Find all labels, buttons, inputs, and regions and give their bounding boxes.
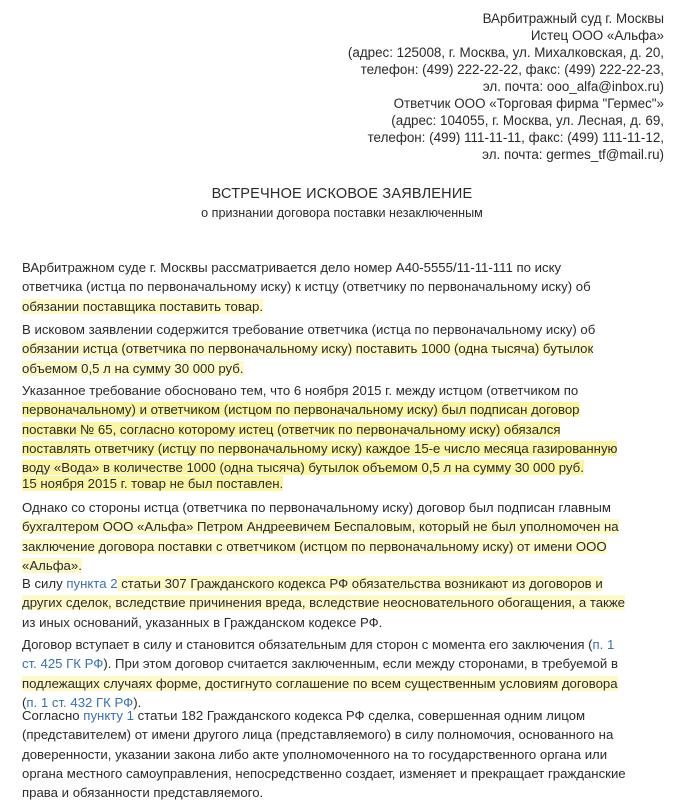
text-line: поставлять ответчику (истцу по первоначальному иску) каждое 15-е число месяца газированную xyxy=(22,440,618,456)
paragraph-not-delivered xyxy=(22,474,664,493)
document-subtitle: о признании договора поставки незаключенным xyxy=(201,206,483,220)
text-line: подлежащих случаях форме, достигнуто соглашение по всем существенным условиям договора xyxy=(22,675,618,691)
text-line: обязании поставщика поставить товар. xyxy=(22,298,264,314)
text-line: из иных оснований, указанных в Гражданском кодексе РФ. xyxy=(22,614,383,630)
text-line: поставки № 65, согласно которому истец (ответчик по первоначальному иску) обязался xyxy=(22,421,561,437)
paragraph-signatory xyxy=(22,498,664,575)
text-line: В силу пункта 2 статьи 307 Гражданского кодекса РФ обязательства возникают из договоров и xyxy=(22,576,603,591)
text-line: первоначальному) и ответчиком (истцом по первоначальному иску) был подписан договор xyxy=(22,402,580,418)
paragraph-case-info xyxy=(22,258,664,316)
text-line: ст. 425 ГК РФ). При этом договор считается заключенным, если между сторонами, в требуемой в xyxy=(22,656,618,672)
header-court: ВАрбитражный суд г. Москвы xyxy=(482,11,664,26)
law-link[interactable]: п. 1 xyxy=(592,637,615,652)
text-line: Указанное требование обосновано тем, что 6 ноября 2015 г. между истцом (ответчиком по xyxy=(22,383,579,398)
paragraph-contract-force xyxy=(22,635,664,712)
text-line: ВАрбитражном суде г. Москвы рассматривается дело номер А40-5555/11-11-111 по иску xyxy=(22,260,562,275)
law-link[interactable]: пункта 2 xyxy=(66,576,118,591)
paragraph-grounds xyxy=(22,381,664,477)
document-title: ВСТРЕЧНОЕ ИСКОВОЕ ЗАЯВЛЕНИЕ xyxy=(211,186,473,202)
header-defendant: Ответчик ООО «Торговая фирма "Гермес"» xyxy=(393,96,664,111)
text-line: «Альфа». xyxy=(22,557,82,573)
text-line: В исковом заявлении содержится требование ответчика (истца по первоначальному иску) об xyxy=(22,322,596,337)
paragraph-claim xyxy=(22,320,664,378)
text-line: 15 ноября 2015 г. товар не был поставлен. xyxy=(22,476,284,491)
header-defendant-phone: телефон: (499) 111-11-11, факс: (499) 111-11-12, xyxy=(367,130,664,145)
law-link[interactable]: ст. 425 ГК РФ xyxy=(22,656,104,672)
text-line: (представителем) от имени другого лица (представляемого) в силу полномочия, основанного на xyxy=(22,727,614,743)
text-line: органа местного самоуправления, непосредственно создает, изменяет и прекращает гражданские xyxy=(22,765,626,781)
text-line: Однако со стороны истца (ответчика по первоначальному иску) договор был подписан главным xyxy=(22,500,611,515)
text-line: доверенности, указании закона либо акте уполномоченного на то государственного органа или xyxy=(22,746,608,762)
header-plaintiff-address: (адрес: 125008, г. Москва, ул. Михалковская, д. 20, xyxy=(347,45,664,60)
text-line: других сделок, вследствие причинения вреда, вследствие неосновательного обогащения, а также xyxy=(22,595,625,611)
header-plaintiff-phone: телефон: (499) 222-22-22, факс: (499) 222-22-23, xyxy=(360,62,664,77)
text-line: воду «Вода» в количестве 1000 (одна тысяча) бутылок объемом 0,5 л на сумму 30 000 руб. xyxy=(22,460,584,476)
header-defendant-email: эл. почта: germes_tf@mail.ru) xyxy=(482,147,664,162)
law-link[interactable]: пункту 1 xyxy=(83,708,135,723)
text-line: ответчика (истца по первоначальному иску) к истцу (ответчику по первоначальному иску) об xyxy=(22,279,591,295)
header-plaintiff: Истец ООО «Альфа» xyxy=(530,28,664,43)
text-line: (п. 1 ст. 432 ГК РФ). xyxy=(22,694,142,710)
text-line: права и обязанности представляемого. xyxy=(22,785,264,800)
header-defendant-address: (адрес: 104055, г. Москва, ул. Лесная, д. 69, xyxy=(391,113,664,128)
text-line: Согласно пункту 1 статьи 182 Гражданского кодекса РФ сделка, совершенная одним лицом xyxy=(22,708,586,723)
text-line: бухгалтером ООО «Альфа» Петром Андреевичем Беспаловым, который не был уполномочен на xyxy=(22,519,619,535)
paragraph-art-182 xyxy=(22,706,664,800)
law-link[interactable]: п. 1 ст. 432 ГК РФ xyxy=(26,694,134,710)
paragraph-art-307 xyxy=(22,574,664,632)
text-line: Договор вступает в силу и становится обязательным для сторон с момента его заключения (п. 1 xyxy=(22,637,615,652)
text-line: объемом 0,5 л на сумму 30 000 руб. xyxy=(22,360,244,376)
text-line: заключение договора поставки с ответчиком (истцом по первоначальному иску) от имени ООО xyxy=(22,538,607,554)
header-plaintiff-email: эл. почта: ooo_alfa@inbox.ru) xyxy=(482,79,664,94)
text-line: обязании истца (ответчика по первоначальному иску) поставить 1000 (одна тысяча) бутылок xyxy=(22,341,594,357)
